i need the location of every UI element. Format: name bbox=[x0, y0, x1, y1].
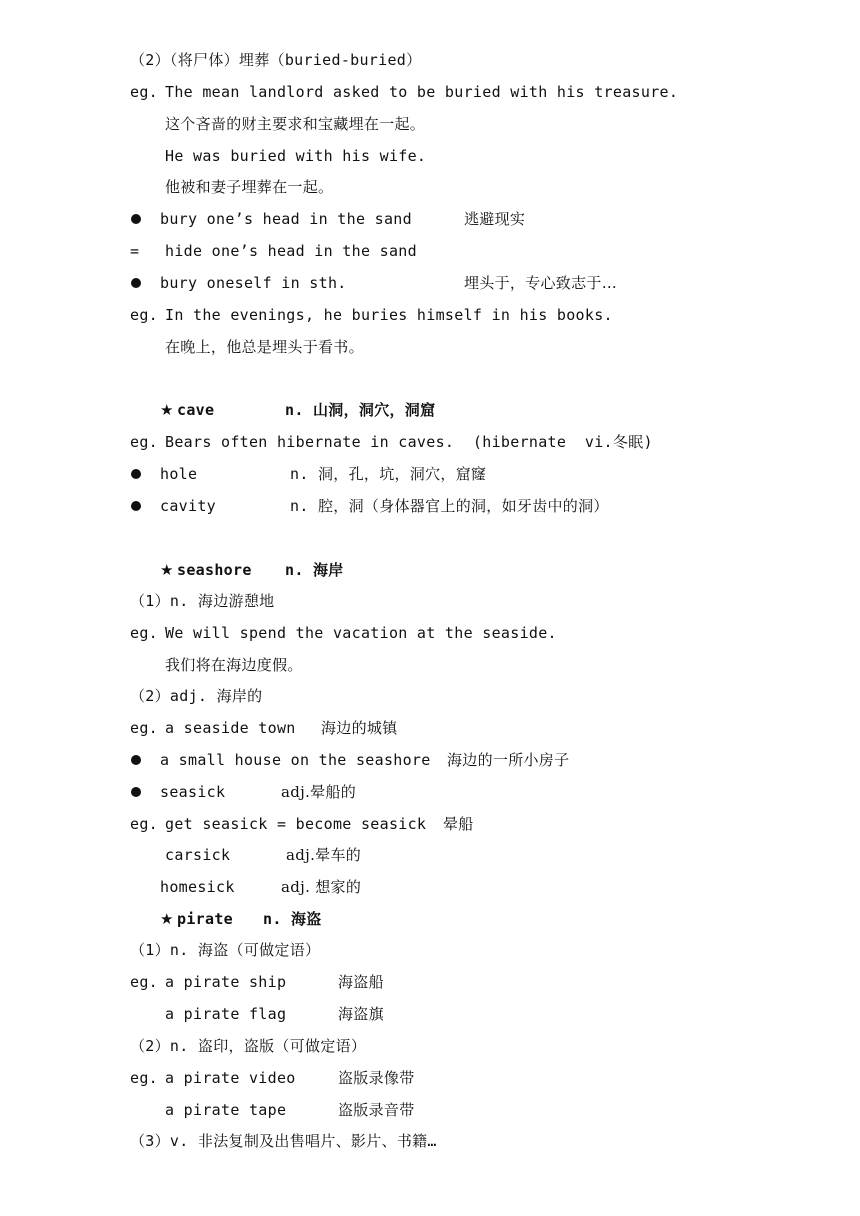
example-phrase: a pirate video bbox=[165, 1069, 296, 1087]
related-word-meaning: adj. 想家的 bbox=[281, 878, 362, 896]
star-icon: ★ bbox=[160, 561, 174, 579]
phrase-meaning: 盗版录音带 bbox=[338, 1101, 415, 1119]
example-translation: 他被和妻子埋葬在一起。 bbox=[165, 178, 334, 196]
related-word-meaning: adj.晕车的 bbox=[286, 846, 362, 864]
example-marker: eg. bbox=[130, 306, 158, 324]
related-word: homesick bbox=[160, 878, 235, 896]
bullet-icon bbox=[131, 469, 141, 479]
phrase-meaning: 海盗船 bbox=[338, 973, 384, 991]
headword-cave: cave bbox=[177, 401, 215, 419]
phrase: bury oneself in sth. bbox=[160, 274, 347, 292]
headword-seashore: seashore bbox=[177, 561, 252, 579]
bullet-icon bbox=[131, 278, 141, 288]
phrase-meaning: 盗版录像带 bbox=[338, 1069, 415, 1087]
related-word-meaning: 腔，洞（身体器官上的洞，如牙齿中的洞） bbox=[318, 497, 609, 515]
example-marker: eg. bbox=[130, 719, 158, 737]
example-sentence: In the evenings, he buries himself in his books. bbox=[165, 306, 613, 324]
sense-heading: （2）adj. 海岸的 bbox=[130, 687, 263, 705]
phrase: bury one’s head in the sand bbox=[160, 210, 412, 228]
example-phrase: a pirate ship bbox=[165, 973, 287, 991]
example-sentence: The mean landlord asked to be buried with his treasure. bbox=[165, 83, 679, 101]
headword-pirate: pirate bbox=[177, 910, 233, 928]
related-word: seasick bbox=[160, 783, 226, 801]
part-of-speech: n. bbox=[263, 910, 282, 928]
phrase-meaning: 晕船 bbox=[443, 815, 474, 833]
phrase: hide one’s head in the sand bbox=[165, 242, 417, 260]
headword-meaning: 山洞，洞穴，洞窟 bbox=[313, 401, 436, 419]
related-word: cavity bbox=[160, 497, 216, 515]
sense-heading: （1）n. 海边游憩地 bbox=[130, 592, 275, 610]
example-translation: 我们将在海边度假。 bbox=[165, 656, 303, 674]
example-sentence: We will spend the vacation at the seaside. bbox=[165, 624, 557, 642]
phrase-meaning: 海盗旗 bbox=[338, 1005, 384, 1023]
related-word-meaning: adj.晕船的 bbox=[281, 783, 357, 801]
bullet-icon bbox=[131, 755, 141, 765]
sense-heading: （2）n. 盗印，盗版（可做定语） bbox=[130, 1037, 367, 1055]
equals-marker: = bbox=[130, 242, 140, 260]
example-translation: 在晚上，他总是埋头于看书。 bbox=[165, 338, 364, 356]
example-marker: eg. bbox=[130, 815, 158, 833]
part-of-speech: n. bbox=[285, 401, 304, 419]
headword-meaning: 海岸 bbox=[313, 561, 344, 579]
related-word: carsick bbox=[165, 846, 231, 864]
phrase-meaning: 埋头于，专心致志于… bbox=[464, 274, 618, 292]
example-phrase: get seasick = become seasick bbox=[165, 815, 427, 833]
star-icon: ★ bbox=[160, 910, 174, 928]
related-word: hole bbox=[160, 465, 198, 483]
example-marker: eg. bbox=[130, 1069, 158, 1087]
bullet-icon bbox=[131, 787, 141, 797]
phrase-meaning: 逃避现实 bbox=[464, 210, 526, 228]
example-marker: eg. bbox=[130, 624, 158, 642]
example-sentence: Bears often hibernate in caves. (hibernate vi.冬眠) bbox=[165, 433, 653, 451]
phrase: a small house on the seashore bbox=[160, 751, 431, 769]
example-phrase: a seaside town bbox=[165, 719, 296, 737]
sense-heading: （1）n. 海盗（可做定语） bbox=[130, 941, 321, 959]
example-translation: 这个吝啬的财主要求和宝藏埋在一起。 bbox=[165, 115, 426, 133]
bullet-icon bbox=[131, 214, 141, 224]
headword-meaning: 海盗 bbox=[291, 910, 322, 928]
sense-heading: （3）v. 非法复制及出售唱片、影片、书籍… bbox=[130, 1132, 437, 1150]
part-of-speech: n. bbox=[290, 497, 309, 515]
example-marker: eg. bbox=[130, 83, 158, 101]
example-phrase: a pirate flag bbox=[165, 1005, 287, 1023]
phrase-meaning: 海边的城镇 bbox=[321, 719, 398, 737]
example-marker: eg. bbox=[130, 973, 158, 991]
part-of-speech: n. bbox=[290, 465, 309, 483]
example-marker: eg. bbox=[130, 433, 158, 451]
star-icon: ★ bbox=[160, 401, 174, 419]
example-sentence: He was buried with his wife. bbox=[165, 147, 427, 165]
part-of-speech: n. bbox=[285, 561, 304, 579]
related-word-meaning: 洞，孔，坑，洞穴，窟窿 bbox=[318, 465, 487, 483]
phrase-meaning: 海边的一所小房子 bbox=[447, 751, 570, 769]
sense-heading: （2）（将尸体）埋葬（buried-buried） bbox=[130, 51, 422, 69]
example-phrase: a pirate tape bbox=[165, 1101, 287, 1119]
bullet-icon bbox=[131, 501, 141, 511]
